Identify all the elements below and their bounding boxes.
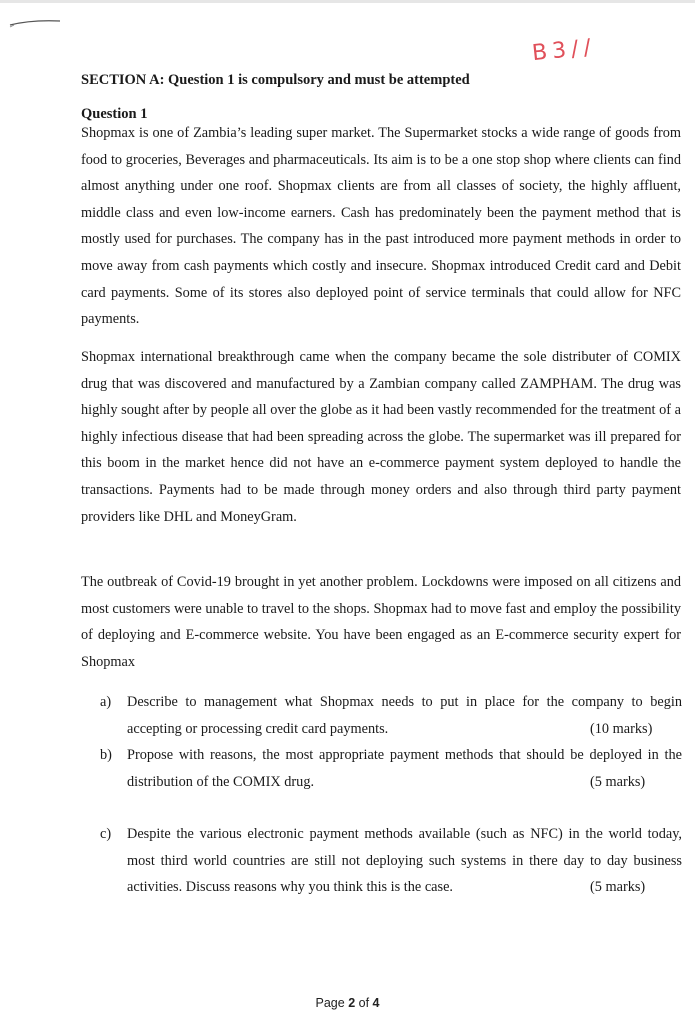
paragraph-breakthrough: Shopmax international breakthrough came when the company became the sole distributer of COMIX drug that was discovered and manufactured by a Zambian company called ZAMPHAM. The drug was highly sought after by people all over the globe as it had been vastly recommended for the treatment of a highly infectious disease that had been spreading across the globe. The supermarket was ill prepared for this boom in the market hence did not have an e-commerce payment system deployed to handle the transactions. Payments had to be made through money orders and also through third party payment providers like DHL and MoneyGram.	[81, 349, 681, 525]
item-letter: b)	[100, 747, 112, 763]
pen-stroke-mark	[8, 16, 64, 30]
item-text: Propose with reasons, the most appropriate payment methods that should be deployed in the distribution of the COMIX drug.	[127, 747, 682, 790]
item-letter: a)	[100, 694, 112, 710]
item-text: Describe to management what Shopmax needs to put in place for the company to begin accepting or processing credit card payments.	[127, 694, 682, 737]
question-title: Question 1	[81, 106, 148, 122]
item-marks: (5 marks)	[590, 879, 646, 896]
handwritten-annotation: B3//	[530, 34, 598, 67]
item-text: Despite the various electronic payment methods available (such as NFC) in the world today, most third world countries are still not deploying such systems in there day to day business activities. Discuss reasons why you think this is the case.	[127, 826, 682, 896]
paragraph-intro: Shopmax is one of Zambia’s leading super market. The Supermarket stocks a wide range of goods from food to groceries, Beverages and pharmaceuticals. Its aim is to be a one stop shop where clients can find almost anything under one roof. Shopmax clients are from all classes of society, the highly affluent, middle class and even low-income earners. Cash has predominately been the payment method that is mostly used for purchases. The company has in the past introduced more payment methods in order to move away from cash payments which costly and insecure. Shopmax introduced Credit card and Debit card payments. Some of its stores also deployed point of service terminals that could allow for NFC payments.	[81, 125, 681, 328]
page-word: Page	[315, 996, 345, 1010]
item-marks: (10 marks)	[590, 720, 653, 737]
page-current: 2	[348, 996, 356, 1010]
page-total: 4	[372, 996, 380, 1010]
page-of: of	[358, 996, 370, 1010]
paragraph-covid: The outbreak of Covid-19 brought in yet another problem. Lockdowns were imposed on all citizens and most customers were unable to travel to the shops. Shopmax had to move fast and employ the possibility of deploying and E-commerce website. You have been engaged as an E-commerce security expert for Shopmax	[81, 574, 681, 670]
section-heading: SECTION A: Question 1 is compulsory and must be attempted	[81, 72, 470, 88]
scan-edge	[0, 0, 695, 3]
item-marks: (5 marks)	[590, 773, 646, 790]
item-letter: c)	[100, 826, 112, 842]
page-footer	[0, 996, 695, 1010]
